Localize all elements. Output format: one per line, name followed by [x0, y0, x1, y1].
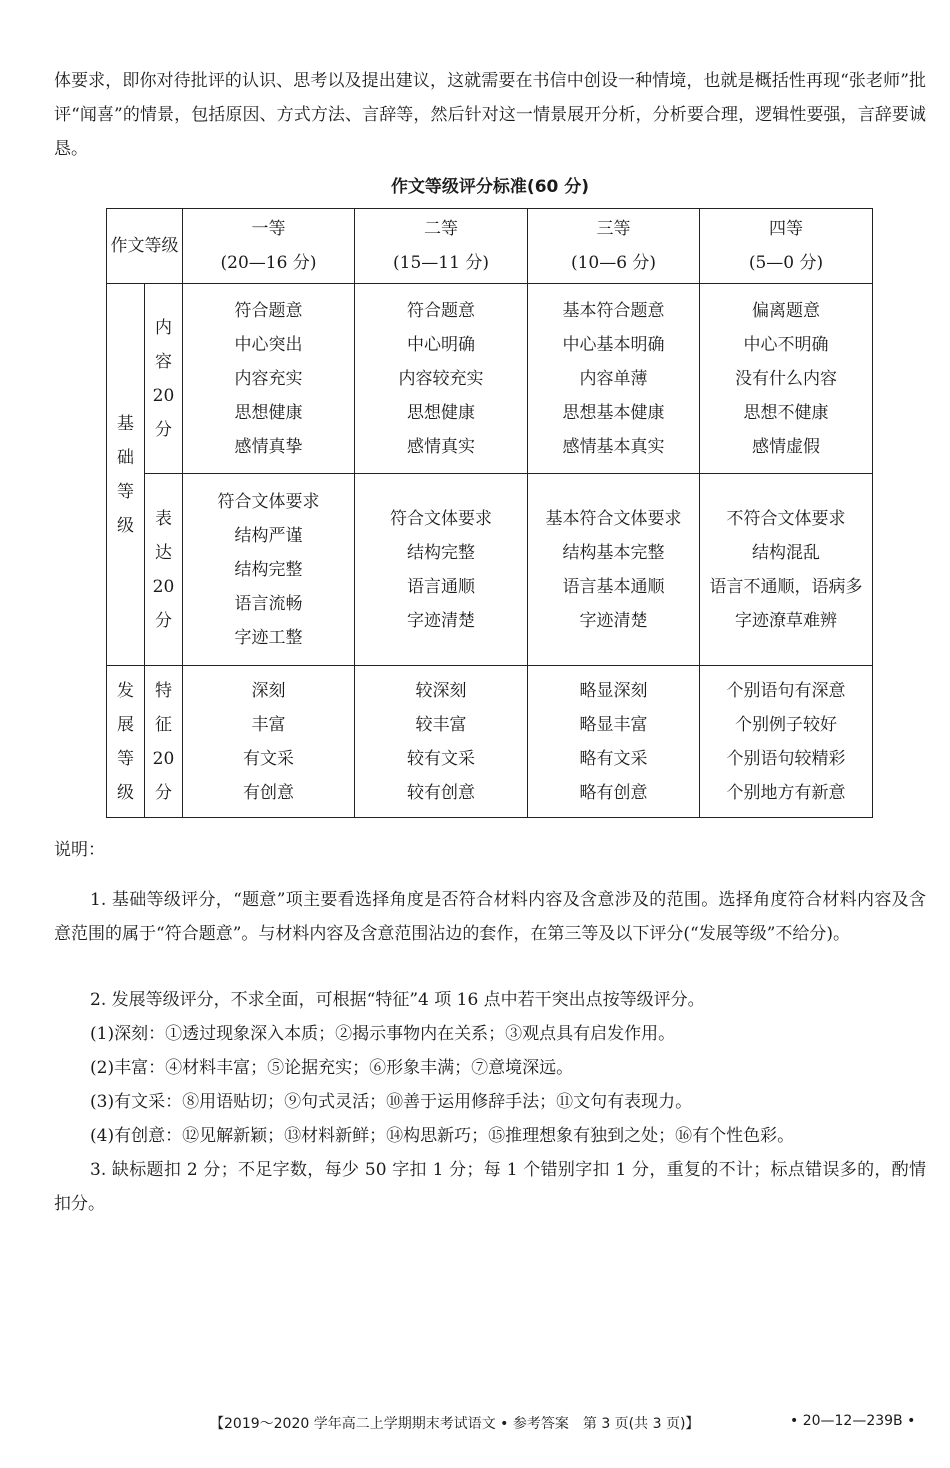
row-feature: [107, 666, 873, 818]
row-content: [107, 284, 873, 474]
row-label-feature: 特 征 20 分: [145, 666, 183, 818]
grade-range: (20—16 分): [220, 253, 317, 273]
note-2-2: (2)丰富：④材料丰富；⑤论据充实；⑥形象丰满；⑦意境深远。: [90, 1058, 574, 1078]
grade-range: (10—6 分): [570, 253, 657, 273]
grade-col-1: [183, 209, 355, 284]
grade-col-2: [355, 209, 528, 284]
table-corner-cell: 作文等级: [107, 209, 183, 284]
table-title: 作文等级评分标准(60 分): [390, 177, 590, 197]
footer-text: 【2019～2020 学年高二上学期期末考试语文 • 参考答案 第 3 页(共 3 页)】: [210, 1416, 700, 1432]
grade-col-4: [700, 209, 873, 284]
page-footer: [210, 1413, 930, 1433]
table-header-row: [107, 209, 873, 284]
cell-feature-3: 略显深刻 略显丰富 略有文采 略有创意: [528, 666, 700, 818]
note-2-1: (1)深刻：①透过现象深入本质；②揭示事物内在关系；③观点具有启发作用。: [90, 1024, 676, 1044]
grading-table: [106, 208, 873, 818]
group-dev-label: 发 展 等 级: [107, 666, 145, 818]
group-basic-label: 基 础 等 级: [107, 284, 145, 666]
cell-content-4: 偏离题意 中心不明确 没有什么内容 思想不健康 感情虚假: [700, 284, 873, 474]
cell-feature-1: 深刻 丰富 有文采 有创意: [183, 666, 355, 818]
notes-label: 说明：: [54, 840, 105, 860]
note-1: 1. 基础等级评分，“题意”项主要看选择角度是否符合材料内容及含意涉及的范围。选择角度符合材料内容及含意范围的属于“符合题意”。与材料内容及含意范围沾边的套作，在第三等及以下评分(“发展等级”不给分)。: [54, 890, 926, 944]
cell-expression-3: 基本符合文体要求 结构基本完整 语言基本通顺 字迹清楚: [528, 474, 700, 666]
grade-name: 二等: [424, 219, 458, 239]
grade-col-3: [528, 209, 700, 284]
grade-range: (15—11 分): [393, 253, 489, 273]
grade-name: 三等: [596, 219, 631, 239]
intro-paragraph: 体要求，即你对待批评的认识、思考以及提出建议，这就需要在书信中创设一种情境，也就是概括性再现“张老师”批评“闻喜”的情景，包括原因、方式方法、言辞等，然后针对这一情景展开分析，分析要合理，逻辑性要强，言辞要诚恳。: [54, 71, 926, 159]
cell-expression-1: 符合文体要求 结构严谨 结构完整 语言流畅 字迹工整: [183, 474, 355, 666]
cell-content-1: 符合题意 中心突出 内容充实 思想健康 感情真挚: [183, 284, 355, 474]
cell-expression-4: 不符合文体要求 结构混乱 语言不通顺，语病多 字迹潦草难辨: [700, 474, 873, 666]
grade-name: 四等: [769, 219, 803, 239]
cell-expression-2: 符合文体要求 结构完整 语言通顺 字迹清楚: [355, 474, 528, 666]
note-2-4: (4)有创意：⑫见解新颖；⑬材料新鲜；⑭构思新巧；⑮推理想象有独到之处；⑯有个性色彩。: [90, 1126, 795, 1146]
grade-name: 一等: [251, 219, 286, 239]
cell-feature-4: 个别语句有深意 个别例子较好 个别语句较精彩 个别地方有新意: [700, 666, 873, 818]
cell-content-2: 符合题意 中心明确 内容较充实 思想健康 感情真实: [355, 284, 528, 474]
row-label-expression: 表 达 20 分: [145, 474, 183, 666]
grade-range: (5—0 分): [748, 253, 824, 273]
row-label-content: 内 容 20 分: [145, 284, 183, 474]
cell-feature-2: 较深刻 较丰富 较有文采 较有创意: [355, 666, 528, 818]
note-2-3: (3)有文采：⑧用语贴切；⑨句式灵活；⑩善于运用修辞手法；⑪文句有表现力。: [90, 1092, 693, 1112]
cell-content-3: 基本符合题意 中心基本明确 内容单薄 思想基本健康 感情基本真实: [528, 284, 700, 474]
row-expression: [107, 474, 873, 666]
note-3: 3. 缺标题扣 2 分；不足字数，每少 50 字扣 1 分；每 1 个错别字扣 1 分，重复的不计；标点错误多的，酌情扣分。: [54, 1160, 926, 1214]
note-2: 2. 发展等级评分，不求全面，可根据“特征”4 项 16 点中若干突出点按等级评分。: [90, 990, 705, 1010]
footer-code: • 20—12—239B •: [790, 1413, 916, 1429]
